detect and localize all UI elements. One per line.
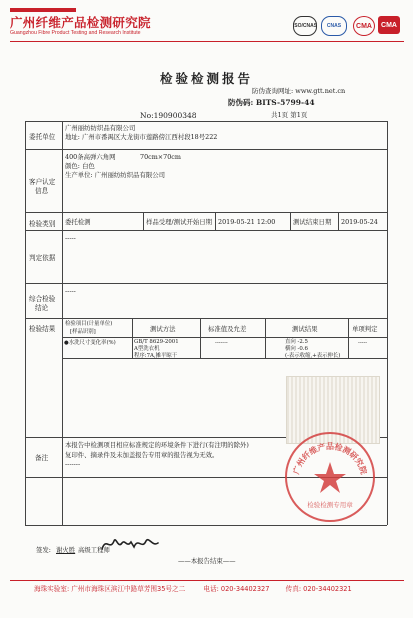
sample-name: 400条高弹六角网 [65, 153, 116, 161]
client-address: 地址: 广州市番禺区大龙街市莲路傍江西村段18号222 [65, 133, 218, 141]
end-date-value: 2019-05-24 [341, 218, 378, 226]
sample-label-2: 信息 [35, 187, 49, 195]
col-divider [338, 212, 339, 230]
col-divider [290, 212, 291, 230]
col-divider [200, 318, 201, 358]
sample-size: 70cm×70cm [140, 153, 181, 161]
iso-cert-logo: ISO/CNAS [293, 16, 317, 36]
result-note: (-表示收缩,+表示伸长) [285, 353, 341, 359]
receive-date-value: 2019-05-21 12:00 [218, 218, 276, 226]
stamp-bottom-text: 检验检测专用章 [307, 501, 353, 509]
footer-rule [10, 580, 404, 581]
cma-logo-2: CMA [378, 16, 400, 34]
signatory-name: 谢火胜 [56, 546, 76, 554]
result-item: ●水洗尺寸变化率(%) [64, 340, 116, 346]
result-method-3: 程序:7A,摊平晾干 [134, 353, 178, 359]
result-method-2: A型洗衣机 [134, 346, 160, 352]
report-number: No:190900348 [140, 111, 197, 120]
result-value-2: 横向 -0.6 [285, 346, 308, 352]
label-column-divider [62, 121, 63, 525]
table-border-top [25, 121, 387, 122]
stamp-ring-text: 广州纤维产品检测研究院 [291, 442, 369, 476]
col-header-method: 测试方法 [150, 325, 176, 333]
sample-color: 颜色: 白色 [65, 162, 95, 170]
col-divider [215, 212, 216, 230]
verify-site: 防伪查询网址: www.gtt.net.cn [252, 87, 346, 95]
page-count: 共1页 第1页 [271, 111, 308, 119]
test-type-label: 检验类别 [29, 220, 56, 228]
results-header-divider [62, 337, 387, 338]
official-seal-stamp [280, 427, 380, 527]
cnas-logo: CNAS [321, 16, 347, 36]
remarks-dash: ------- [65, 460, 81, 468]
conclusion-label: 综合检验 [29, 295, 56, 303]
result-value-1: 直向 -2.5 [285, 339, 308, 345]
row-divider [25, 283, 387, 284]
col-header-item: 检验项目(计量单位) [65, 321, 113, 327]
sample-maker: 生产单位: 广州丽纺纺织品有限公司 [65, 171, 166, 179]
test-type-value: 委托检测 [65, 218, 91, 226]
basis-label: 判定依据 [29, 254, 56, 262]
result-standard: ------- [215, 340, 228, 346]
remarks-line-2: 复印件、摘录件及未加盖报告专用章的报告视为无效。 [65, 451, 219, 459]
sample-label: 客户认定 [29, 178, 56, 186]
col-divider [348, 318, 349, 358]
col-header-standard: 标准值及允差 [208, 325, 247, 333]
result-verdict: ----- [358, 340, 368, 346]
table-border-left [25, 121, 26, 525]
signature-label: 签发: [36, 546, 51, 554]
col-divider [143, 212, 144, 230]
client-label: 委托单位 [29, 133, 56, 141]
remarks-line-1: 本报告中检测项目相应标准规定的环境条件下进行(有注明的除外) [65, 441, 249, 449]
org-name-en: Guangzhou Fibre Product Testing and Research Institute [10, 30, 141, 36]
cma-logo: CMA [353, 16, 375, 36]
basis-value: ----- [65, 234, 76, 242]
handwritten-signature [98, 533, 162, 555]
row-divider [25, 318, 387, 319]
logo-bar [10, 8, 76, 12]
receive-date-label: 样品受理/测试开始日期 [146, 218, 213, 226]
col-header-verdict: 单项判定 [352, 325, 378, 333]
header-rule [10, 41, 404, 42]
footer-fax: 传真: 020-34402321 [285, 585, 352, 593]
end-date-label: 测试结束日期 [293, 218, 332, 226]
col-header-result: 测试结果 [292, 325, 318, 333]
footer-tel: 电话: 020-34402327 [203, 585, 270, 593]
col-header-item-sub: [样品识别] [70, 329, 96, 335]
org-name-cn: 广州纤维产品检测研究院 [10, 15, 151, 30]
col-divider [132, 318, 133, 358]
signatory-title: 高级工程师 [78, 546, 110, 554]
conclusion-label-2: 结论 [35, 304, 49, 312]
conclusion-value: ----- [65, 287, 76, 295]
report-title: 检验检测报告 [159, 71, 253, 86]
client-name: 广州丽纺纺织品有限公司 [65, 124, 136, 132]
row-divider [25, 212, 387, 213]
col-divider [265, 318, 266, 358]
result-method-1: GB/T 8629-2001 [134, 339, 179, 345]
results-label: 检验结果 [29, 325, 56, 333]
footer [34, 583, 352, 593]
footer-address: 海珠实验室: 广州市海珠区滨江中路草芳围35号之二 [34, 585, 186, 593]
row-divider [25, 149, 387, 150]
end-of-report-note: ——本报告结束—— [178, 557, 236, 565]
table-border-right [387, 121, 388, 525]
verify-code: 防伪码: BITS-5799-44 [228, 98, 315, 107]
remarks-label: 备注 [35, 454, 49, 462]
row-divider [25, 230, 387, 231]
